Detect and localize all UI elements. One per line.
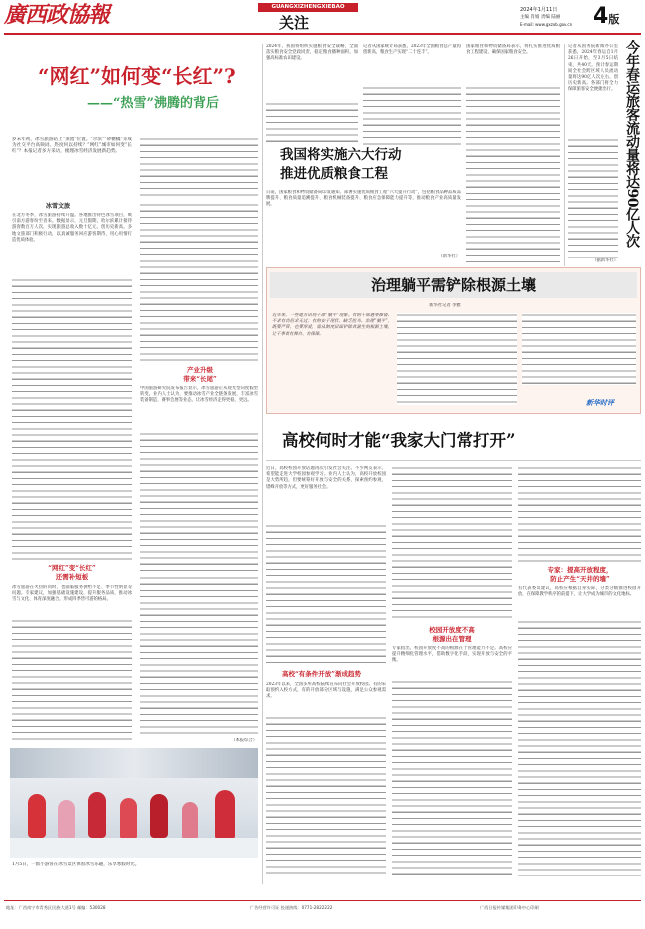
feature-headline: 高校何时才能“我家大门常打开” [282, 431, 516, 450]
feature-col3-body-text [518, 620, 641, 876]
lead-subhead: ——“热雪”沸腾的背后 [87, 96, 219, 111]
feature-sub-body-text [266, 716, 386, 876]
feature-col3-top [518, 466, 641, 562]
photo-child [88, 792, 106, 838]
feature-body-text [266, 524, 386, 664]
ice-snow-photo [10, 748, 258, 858]
feature-col2-body-text [392, 680, 512, 876]
lead-right-col-top [140, 203, 258, 361]
page-number [593, 4, 619, 33]
sidebar-divider [564, 44, 565, 266]
footer-address: 地址：广西南宁市青秀区民族大道1号 邮编：530028 [6, 905, 106, 910]
footer-printer: 广西日报传媒集团印务中心印刷 [480, 905, 539, 910]
editorial-body-col3 [522, 313, 636, 385]
masthead-logo: 廣西政協報 [4, 2, 110, 28]
photo-child [150, 794, 168, 838]
section-title: 关注 [279, 14, 310, 32]
lead-right-col-bottom [140, 576, 258, 736]
lead-sub2-body-text [12, 619, 132, 744]
footer-rule [4, 900, 641, 901]
sidebar-headline: 今年春运旅客流动量将达90亿人次 [624, 40, 640, 248]
sidebar-body-text [568, 138, 618, 258]
photo-child [120, 798, 137, 840]
feature-sub-body: 2023年以来，全国多所高校陆续宣布向社会开放校园。有的采取预约入校方式，有的开放部分区域与设施，满足公众参观需求。 [266, 682, 386, 700]
photo-child [215, 790, 235, 840]
middle-col2-more [363, 86, 461, 146]
lead-column-heading: 冰雪文旅 [46, 203, 71, 210]
footer-license: 广告经营许可证 投递热线：0771-2822222 [250, 905, 333, 910]
page-number-suffix: 版 [608, 13, 620, 26]
middle-col3-more [466, 86, 560, 262]
editorial-body: 近年来，一些地方出现干部“躺平”现象。有的干部遇事推诿、不求有功但求无过；有的安于现状、缺乏担当。治理“躺平”，既要严管，也要厚爱，需从制度层面铲除其滋生的根源土壤，让干事者有舞台、有保障。 [272, 313, 392, 337]
lead-intro: 岁末年初，冰雪旅游站上“顶流”位置。“尔滨”“砂糖橘”等成为社交平台高频词。热度何以持续？“网红”城市如何变“长红”？本报记者多方采访，梳理冰雪经济发展新趋势。 [12, 137, 132, 155]
middle-byline: （新华社） [438, 254, 460, 259]
middle-headline: 我国将实施六大行动 推进优质粮食工程 [280, 147, 402, 182]
masthead-date: 2024年1月11日 [520, 7, 558, 13]
page-number-digit: 4 [593, 4, 609, 29]
middle-col3-text: 国家粮食和物资储备局表示，将扎实推进优质粮食工程建设，确保国家粮食安全。 [466, 44, 560, 56]
feature-col2-body: 专家指出，校园开放度不高的根源在于管理能力不足。高校应提升精细化管理水平，借助数字化手段，实现开放与安全的平衡。 [392, 646, 512, 664]
feature-body: 近日，高校校园开放话题再次引发社会关注。不少网友表示，希望能走进大学校园参观学习。业内人士认为，高校开放校园是大势所趋，但要统筹好开放与安全的关系，探索预约参观、错峰开放等方式，更好服务社会。 [266, 466, 386, 490]
lead-mid-body: 中国旅游研究院发布报告显示，冰雪旅游正从观光型向度假型转变。业内人士认为，要推动冰雪产业全链条发展，丰富冰雪装备制造、赛事会展等业态，让冰雪经济走得更稳、更远。 [140, 386, 258, 404]
feature-col2-top [392, 466, 512, 622]
photo-structure [10, 748, 258, 778]
lead-body: 在北方冬季，冰雪旅游持续升温。各地推出特色冰雪项目，吸引南方游客纷至沓来。数据显示，元旦假期，哈尔滨累计接待游客数百万人次，实现旅游总收入数十亿元，创历史新高。多地文旅部门积极行动，以真诚服务回应游客期待，用心用情打造优质体验。 [12, 213, 132, 243]
lead-body-text [12, 278, 132, 560]
lead-byline: （本报综合） [231, 738, 257, 743]
masthead-rule [4, 33, 641, 35]
middle-col2-text: 记者从国家统计局获悉，2023年全国粮食总产量再创新高，粮食生产实现“二十连丰”。 [363, 44, 461, 56]
photo-caption: 1月5日，一群小游客在冰雪景区体验冰雪乐趣，乐享寒假时光。 [12, 862, 140, 867]
feature-col3-body: 有代表委员建议，高校应根据自身实际，分类分级推进校园开放，在保障教学秩序的前提下，让大学成为城市的文化地标。 [518, 586, 641, 598]
photo-snow-ground [10, 838, 258, 858]
middle-col1-text: 2024年，我国将组织实施粮食安全战略，全面落实粮食安全党政同责，稳定粮食播种面积，加强高标准农田建设。 [266, 44, 358, 62]
lead-sub2-body: 冰雪旅游在火热的同时，也面临服务供给不足、季节性明显等问题。专家建议，加强基础设施建设，提升服务品质，推动冰雪与文化、体育深度融合，形成四季皆可游的格局。 [12, 585, 132, 603]
sidebar-source: （据新华社） [592, 258, 618, 263]
masthead-editors: 主编 肖娟 责编 陆丽 [520, 15, 561, 20]
editorial-tag: 新华时评 [586, 398, 614, 407]
editorial-body-col2 [397, 313, 517, 405]
lead-column-divider [262, 44, 263, 884]
sidebar-body: 记者从国务院新闻办公室获悉，2024年春运自1月26日开始，至3月5日结束，共40天。预计春运期间全社会跨区域人员流动量将达90亿人次左右，创历史新高。各部门将全力保障旅客安全便捷出行。 [568, 44, 618, 93]
middle-col1-more [266, 102, 358, 146]
feature-col3-heading: 专家：提高开放程度， 防止产生“天井的墙” [547, 566, 613, 583]
lead-sub2-heading: “网红”变“长红” 还需补短板 [48, 564, 96, 581]
photo-child [58, 800, 75, 840]
edition-banner: GUANGXIZHENGXIEBAO [258, 3, 358, 12]
editorial-headline: 治理躺平需铲除根源土壤 [270, 272, 637, 298]
lead-intro-more [140, 137, 258, 197]
masthead-email: E-mail: www.gxzxb.gov.cn [520, 22, 573, 27]
photo-child [28, 794, 46, 838]
lead-mid-heading: 产业升级 带来“长尾” [183, 366, 217, 383]
lead-mid-body-text [140, 432, 258, 572]
middle-body: 日前，国家粮食和物资储备局印发通知，部署实施优质粮食工程“六大提升行动”，包括粮食品种品质品牌提升、粮食质量追溯提升、粮食机械装备提升、粮食应急保障能力提升等，推动粮食产业高质量发展。 [266, 190, 461, 208]
feature-col2-heading: 校园开放度不高 根源出在管理 [429, 626, 475, 643]
lead-headline: “网红”如何变“长红”? [38, 64, 236, 88]
feature-rule [266, 460, 641, 461]
photo-child [182, 802, 198, 840]
feature-sub-heading: 高校“有条件开放”渐成趋势 [282, 670, 361, 678]
editorial-byline: 新华社记者 李雅 [429, 303, 461, 308]
